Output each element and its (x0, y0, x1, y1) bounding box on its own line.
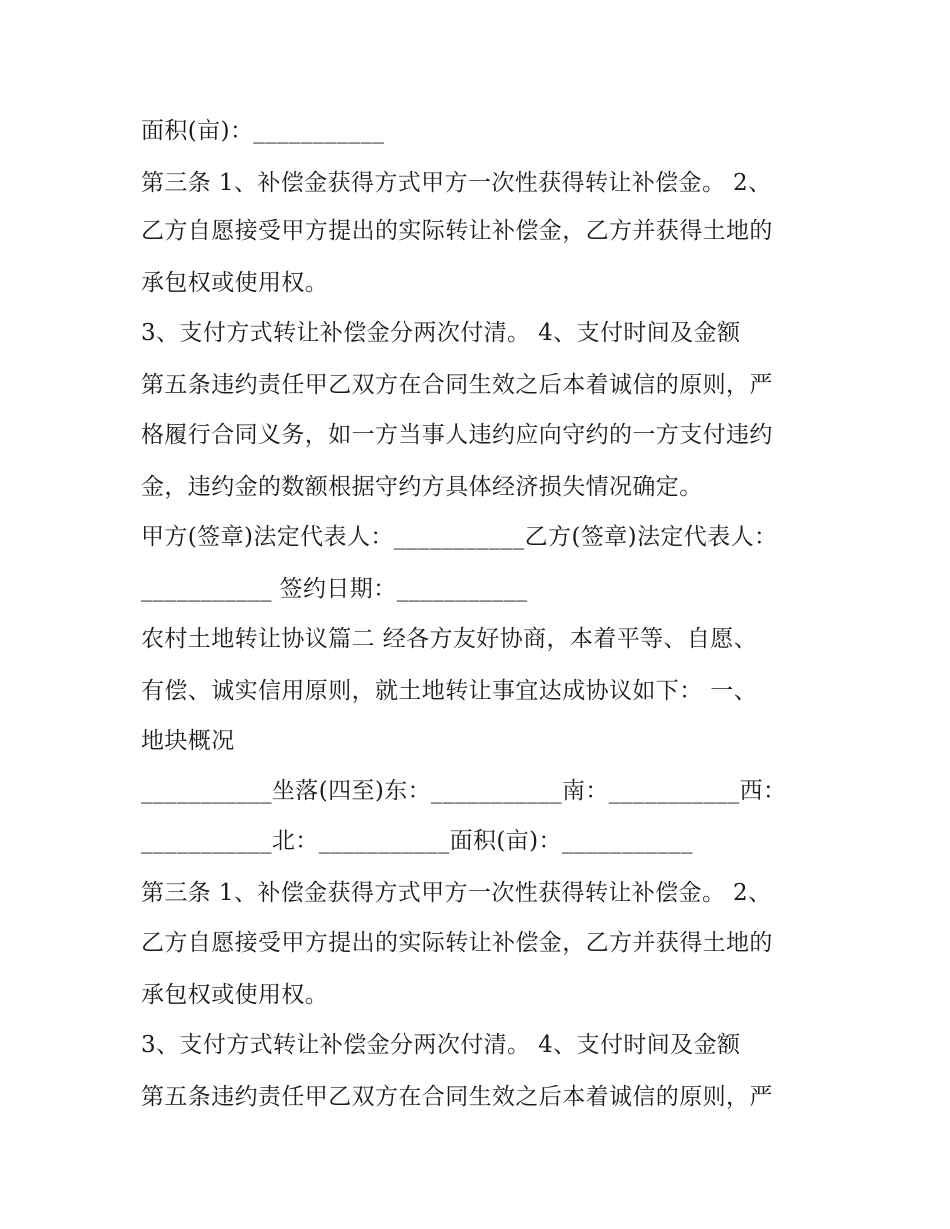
text-line: 承包权或使用权。 (141, 982, 329, 1008)
text-line: 金，违约金的数额根据守约方具体经济损失情况确定。 (141, 474, 703, 500)
text-line: 第五条违约责任甲乙双方在合同生效之后本着诚信的原则，严 (141, 1084, 773, 1110)
text-line: 乙方自愿接受甲方提出的实际转让补偿金，乙方并获得土地的 (141, 930, 773, 956)
text-line: 第三条 1、补偿金获得方式甲方一次性获得转让补偿金。 2、 (141, 880, 772, 906)
text-line: ___________ 签约日期：___________ (141, 576, 528, 602)
text-line: 有偿、诚实信用原则，就土地转让事宜达成协议如下： 一、 (141, 678, 758, 704)
text-line: 3、支付方式转让补偿金分两次付清。 4、支付时间及金额 (141, 320, 741, 346)
text-line: 甲方(签章)法定代表人：___________乙方(签章)法定代表人： (141, 524, 778, 550)
text-line: ___________坐落(四至)东：___________南：___________西： (141, 778, 787, 804)
text-line: 第三条 1、补偿金获得方式甲方一次性获得转让补偿金。 2、 (141, 170, 772, 196)
text-line: 第五条违约责任甲乙双方在合同生效之后本着诚信的原则，严 (141, 372, 773, 398)
text-line: ___________北：___________面积(亩)：___________ (141, 828, 693, 854)
text-line: 承包权或使用权。 (141, 270, 329, 296)
text-line: 3、支付方式转让补偿金分两次付清。 4、支付时间及金额 (141, 1032, 741, 1058)
text-line: 面积(亩)：___________ (141, 118, 385, 144)
text-line: 地块概况 (141, 728, 235, 754)
text-line: 农村土地转让协议篇二 经各方友好协商，本着平等、自愿、 (141, 626, 758, 652)
text-line: 格履行合同义务，如一方当事人违约应向守约的一方支付违约 (141, 422, 773, 448)
text-line: 乙方自愿接受甲方提出的实际转让补偿金，乙方并获得土地的 (141, 218, 773, 244)
